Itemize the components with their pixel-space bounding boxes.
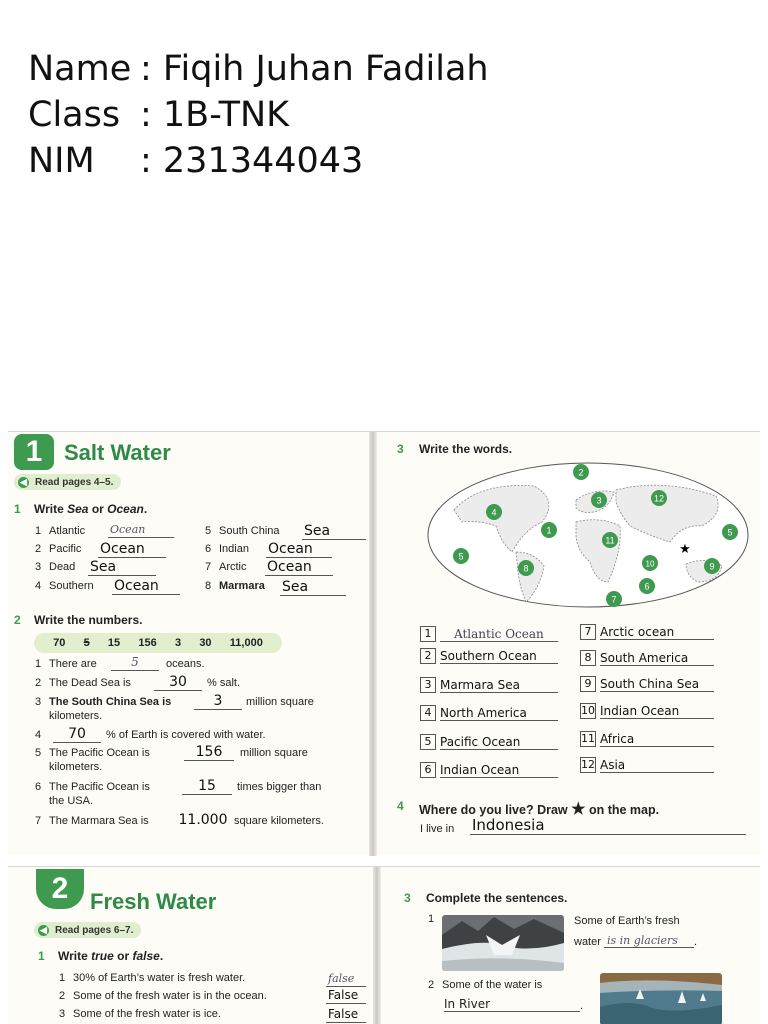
tf-item: [59, 972, 245, 984]
q1-answer: Ocean: [265, 560, 333, 576]
q2-post2: kilometers.: [49, 761, 103, 773]
map-answer-row: [580, 731, 714, 747]
number-bank: [34, 633, 282, 653]
q2-post: % salt.: [207, 677, 241, 689]
q2-answer: 156: [184, 745, 234, 761]
q2-item-num: 6: [35, 781, 42, 793]
q1-prompt-end: .: [143, 502, 148, 516]
q2-item-num: 3: [35, 696, 42, 708]
q2-answer: 11.000: [178, 812, 228, 828]
world-map: [424, 460, 752, 610]
answer-box: 8: [580, 650, 596, 666]
map-marker: [453, 548, 469, 564]
map-answer-row: [580, 703, 714, 719]
class-value: : 1B-TNK: [140, 95, 290, 135]
worksheet-salt-water: [8, 431, 760, 855]
q4-prompt-post: on the map.: [588, 803, 660, 817]
q2-answer: 30: [154, 675, 202, 691]
q1-answer: Sea: [302, 524, 366, 540]
q2-item: [35, 815, 149, 827]
marker-label: 5: [727, 527, 733, 538]
q3-number: 3: [404, 891, 411, 905]
name-value: : Fiqih Juhan Fadilah: [140, 49, 489, 89]
nim-value: : 231344043: [140, 141, 364, 181]
q2-answer: 70: [53, 727, 101, 743]
q1-item-label: Arctic: [219, 561, 247, 573]
q2-item-num: 4: [35, 729, 42, 741]
marker-label: 9: [709, 561, 715, 572]
map-answer-text: Indian Ocean: [440, 763, 558, 778]
q2-item-pre: The Pacific Ocean is: [49, 781, 150, 793]
answer-box: 1: [420, 626, 436, 642]
marker-label: 2: [578, 467, 584, 478]
map-answer-text: South America: [600, 651, 714, 666]
sentence2: [428, 979, 542, 991]
q1-prompt-pre: Write: [34, 502, 68, 516]
q1-answer: Ocean: [112, 579, 180, 595]
q2-item: [35, 658, 97, 670]
marker-label: 7: [611, 594, 617, 605]
map-answer-text: Southern Ocean: [440, 649, 558, 664]
q2-item-num: 1: [35, 658, 42, 670]
tf-answer: False: [326, 988, 366, 1004]
sentence-num: 2: [428, 979, 435, 991]
q2-item-num: 7: [35, 815, 42, 827]
map-answer-text: Asia: [600, 758, 714, 773]
q3-prompt: Write the words.: [419, 442, 513, 456]
bank-number: 11,000: [229, 637, 263, 649]
bank-number: 30: [199, 637, 212, 649]
name-row: [28, 46, 489, 92]
q1-item-label: Atlantic: [49, 525, 86, 537]
q1-answer: Ocean: [98, 542, 166, 558]
q1-item-num: 6: [205, 543, 212, 555]
map-answer-row: [420, 648, 558, 664]
sentence-num: 1: [428, 913, 435, 925]
map-answer-text: Indian Ocean: [600, 704, 714, 719]
map-marker: [518, 560, 534, 576]
page-gutter: [369, 432, 377, 856]
map-answer-row: [580, 624, 714, 640]
map-answer-row: [420, 762, 558, 778]
q1-item-num: 1: [35, 525, 42, 537]
tf-item-num: 2: [59, 990, 66, 1002]
q1-prompt-a: true: [91, 949, 114, 963]
q4-number: 4: [397, 799, 404, 813]
q1-number: 1: [38, 949, 45, 963]
q1-answer: Ocean: [108, 522, 174, 538]
tf-item-num: 1: [59, 972, 66, 984]
q1-item-num: 8: [205, 580, 212, 592]
map-answer-row: [580, 676, 714, 692]
q1-item-label: Pacific: [49, 543, 82, 555]
q2-item: [35, 696, 171, 708]
unit-title: Fresh Water: [90, 889, 217, 914]
unit-title: Salt Water: [64, 440, 171, 465]
q2-item: [35, 677, 131, 689]
tf-item-text: Some of the fresh water is in the ocean.: [73, 990, 267, 1002]
q2-item-pre: The Pacific Ocean is: [49, 747, 150, 759]
q1-item: [35, 525, 85, 537]
glacier-image: [442, 915, 564, 971]
marker-label: 3: [596, 495, 602, 506]
q2-post: million square: [246, 696, 314, 708]
star-icon: ★: [571, 801, 586, 818]
marker-label: 12: [653, 493, 665, 504]
page-gutter: [373, 867, 381, 1024]
q2-answer: 5: [111, 655, 159, 671]
q2-answer: 15: [182, 779, 232, 795]
map-marker: [573, 464, 589, 480]
q1-prompt: [34, 502, 147, 516]
tf-answer: False: [326, 1007, 366, 1023]
q2-number: 2: [14, 613, 21, 627]
answer-box: 12: [581, 758, 595, 771]
q4-live-answer: Indonesia: [470, 817, 746, 835]
answer-box: 4: [420, 705, 436, 721]
q4-live-label: I live in: [420, 823, 455, 835]
arrow-left-icon: ◀: [18, 477, 29, 488]
map-marker: [642, 555, 658, 571]
sentence-pre: water: [574, 936, 601, 948]
marker-label: 5: [458, 551, 464, 562]
q1-item-label: South China: [219, 525, 280, 537]
read-pages-text: Read pages 6–7.: [55, 924, 134, 936]
q1-prompt-b: false: [132, 949, 160, 963]
answer-box: 11: [581, 732, 595, 745]
map-marker: [704, 558, 720, 574]
q1-number: 1: [14, 502, 21, 516]
sentence-line2: [574, 934, 697, 948]
q2-post2: the USA.: [49, 795, 94, 807]
map-answer-row: [420, 626, 558, 642]
q1-item: [205, 525, 280, 537]
worksheet-fresh-water: [8, 866, 760, 1024]
river-image: [600, 973, 722, 1024]
sentence-end: .: [693, 936, 698, 948]
map-answer-text: Africa: [600, 732, 714, 747]
q1-item-num: 2: [35, 543, 42, 555]
q3-prompt: Complete the sentences.: [426, 891, 568, 905]
bank-number: 5: [83, 637, 90, 649]
q2-item-pre: The Marmara Sea is: [49, 815, 149, 827]
tf-item-num: 3: [59, 1008, 66, 1020]
sentence-line1: Some of Earth’s fresh: [574, 915, 680, 927]
glacier-photo: [442, 915, 564, 971]
q1-item: [205, 543, 249, 555]
map-answer-text: Arctic ocean: [600, 625, 714, 640]
q2-prompt: Write the numbers.: [34, 613, 143, 627]
nim-row: [28, 138, 489, 184]
bank-number: 156: [138, 637, 157, 649]
sentence-end: .: [580, 1000, 584, 1012]
name-label: Name: [28, 49, 132, 89]
map-answer-text: South China Sea: [600, 677, 714, 692]
q2-post: square kilometers.: [234, 815, 324, 827]
marker-label: 8: [523, 563, 529, 574]
arrow-left-icon: ◀: [38, 925, 49, 936]
q1-item-num: 4: [35, 580, 42, 592]
map-answer-text: Pacific Ocean: [440, 735, 558, 750]
star-icon: ★: [679, 541, 691, 556]
marker-label: 1: [546, 525, 552, 536]
map-marker: [591, 492, 607, 508]
q1-item-num: 5: [205, 525, 212, 537]
map-marker: [722, 524, 738, 540]
bank-number: 3: [174, 637, 182, 649]
read-pages-pill: [14, 474, 121, 490]
q1-answer: Ocean: [266, 542, 332, 558]
q1-prompt-b: Ocean: [107, 502, 144, 516]
q3-number: 3: [397, 442, 404, 456]
river-photo: [600, 973, 722, 1024]
map-marker: [606, 591, 622, 607]
q2-item: [35, 729, 49, 741]
q2-post: times bigger than: [237, 781, 322, 793]
map-marker: [639, 578, 655, 594]
q2-answer: 3: [194, 694, 242, 710]
q2-item-pre: The South China Sea is: [49, 696, 172, 708]
answer-box: 6: [420, 762, 436, 778]
bank-number: 15: [107, 637, 121, 649]
answer-box: 3: [420, 677, 436, 693]
read-pages-pill: [34, 922, 141, 938]
sentence-answer: is in glaciers: [604, 934, 694, 948]
bank-number: 70: [53, 637, 66, 649]
map-answer-row: [420, 677, 558, 693]
q1-item: [35, 561, 75, 573]
map-answer-row: [580, 757, 714, 773]
map-marker: [602, 532, 618, 548]
tf-item-text: Some of the fresh water is ice.: [73, 1008, 221, 1020]
q1-prompt-end: .: [159, 949, 164, 963]
q2-post: % of Earth is covered with water.: [106, 729, 266, 741]
class-row: [28, 92, 489, 138]
q1-prompt-mid: or: [113, 949, 133, 963]
q2-item-num: 5: [35, 747, 42, 759]
tf-item-text: 30% of Earth’s water is fresh water.: [73, 972, 246, 984]
q1-answer: Sea: [280, 580, 346, 596]
unit-number-badge: 2: [36, 869, 84, 909]
q1-item-label: Southern: [49, 580, 94, 592]
q1-item-label: Indian: [219, 543, 249, 555]
q2-post2: kilometers.: [49, 710, 103, 722]
sentence-text: Some of the water is: [442, 979, 543, 991]
marker-label: 11: [605, 535, 615, 546]
map-marker: [651, 490, 667, 506]
sentence-answer: In River: [444, 997, 580, 1012]
q1-item: [35, 580, 94, 592]
answer-box: 9: [580, 676, 596, 692]
q2-post: oceans.: [166, 658, 205, 670]
q1-item-num: 3: [35, 561, 42, 573]
q1-item: [35, 543, 81, 555]
tf-answer: false: [326, 971, 366, 987]
q1-item: [205, 561, 247, 573]
class-label: Class: [28, 95, 121, 135]
answer-box: 7: [580, 624, 596, 640]
q1-item-label: Dead: [49, 561, 76, 573]
q1-prompt-a: Sea: [67, 502, 89, 516]
map-marker: [541, 522, 557, 538]
map-answer-row: [420, 734, 558, 750]
q2-item: [35, 781, 150, 793]
q2-item-pre: There are: [49, 658, 97, 670]
q1-prompt-pre: Write: [58, 949, 92, 963]
map-answer-text: Marmara Sea: [440, 678, 558, 693]
tf-item: [59, 1008, 221, 1020]
q1-prompt: [58, 949, 163, 963]
nim-label: NIM: [28, 141, 95, 181]
unit-number-badge: 1: [14, 434, 54, 470]
q2-item-pre: The Dead Sea is: [49, 677, 131, 689]
map-marker: [486, 504, 502, 520]
map-answer-row: [420, 705, 558, 721]
tf-item: [59, 990, 267, 1002]
marker-label: 4: [491, 507, 497, 518]
q2-item-num: 2: [35, 677, 42, 689]
answer-box: 10: [581, 704, 595, 717]
map-answer-row: [580, 650, 714, 666]
student-info: [28, 46, 489, 184]
q1-answer: Sea: [88, 560, 156, 576]
q1-item-num: 7: [205, 561, 212, 573]
read-pages-text: Read pages 4–5.: [35, 476, 114, 488]
q1-item-label: Marmara: [219, 580, 265, 592]
marker-label: 10: [645, 559, 655, 569]
sentence2-answer-line: [444, 997, 583, 1012]
map-answer-text: North America: [440, 706, 558, 721]
q2-post: million square: [240, 747, 308, 759]
q4-prompt-pre: Where do you live? Draw: [419, 803, 568, 817]
answer-box: 5: [420, 734, 436, 750]
q1-item: [205, 580, 265, 592]
map-answer-text: Atlantic Ocean: [440, 627, 558, 642]
marker-label: 6: [644, 581, 650, 592]
q1-prompt-mid: or: [88, 502, 108, 516]
answer-box: 2: [420, 648, 436, 664]
q2-item: [35, 747, 150, 759]
